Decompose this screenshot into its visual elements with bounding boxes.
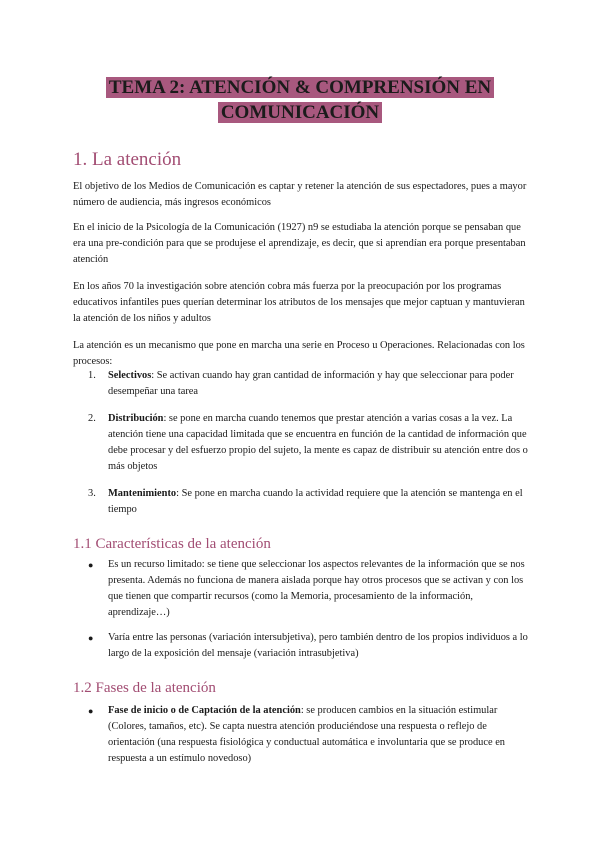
section-1-2-heading: 1.2 Fases de la atención	[73, 680, 216, 696]
document-title	[0, 75, 600, 125]
section-1-1-heading: 1.1 Características de la atención	[73, 536, 271, 552]
process-item-mantenimiento	[88, 486, 528, 518]
process-term: Distribución	[108, 413, 164, 424]
phase-term: Fase de inicio o de Captación de la atención	[108, 705, 301, 716]
paragraph-2: En el inicio de la Psicología de la Comunicación (1927) n9 se estudiaba la atención porque se pensaban que era una pre-condición para que se produjese el aprendizaje, es decir, que si aprendían era porque presentaban atención	[73, 222, 526, 265]
characteristic-item	[88, 557, 528, 621]
process-item-distribucion	[88, 411, 528, 475]
bullet-icon: ●	[88, 633, 94, 643]
process-term: Selectivos	[108, 370, 152, 381]
title-line-2: COMUNICACIÓN	[218, 102, 382, 123]
title-line-1: TEMA 2: ATENCIÓN & COMPRENSIÓN EN	[106, 77, 494, 98]
process-term: Mantenimiento	[108, 488, 177, 499]
process-text: : Se activan cuando hay gran cantidad de información y hay que seleccionar para poder desempeñar una tarea	[108, 370, 514, 397]
process-text: : Se pone en marcha cuando la actividad requiere que la atención se mantenga en el tiempo	[108, 488, 523, 515]
section-1-heading: 1. La atención	[73, 149, 182, 170]
paragraph-1: El objetivo de los Medios de Comunicación es captar y retener la atención de sus espectadores, pues a mayor número de audiencia, más ingresos económicos	[73, 181, 527, 208]
process-text: : se pone en marcha cuando tenemos que prestar atención a varias cosas a la vez. La atención tiene una capacidad limitada que se encuentra en función de la cantidad de información que debe procesar y del esfuerzo propio del sujeto, la mente es capaz de distribuir su atención entre dos o más objetos	[108, 413, 528, 472]
paragraph-4: La atención es un mecanismo que pone en marcha una serie en Proceso u Operaciones. Relacionadas con los procesos:	[73, 340, 525, 367]
list-number: 3.	[88, 488, 96, 499]
list-number: 2.	[88, 413, 96, 424]
characteristic-item	[88, 630, 528, 662]
list-number: 1.	[88, 370, 96, 381]
bullet-icon: ●	[88, 560, 94, 570]
bullet-icon: ●	[88, 706, 94, 716]
characteristic-text: Varía entre las personas (variación intersubjetiva), pero también dentro de los propios individuos a lo largo de la exposición del mensaje (variación intrasubjetiva)	[108, 632, 528, 659]
phase-text: : se producen cambios en la situación estimular (Colores, tamaños, etc). Se capta nuestra atención produciéndose una respuesta o reflejo de orientación (una respuesta fisiológica y conductual automática e involuntaria que se produce en respuesta a un estímulo novedoso)	[108, 705, 506, 764]
paragraph-3: En los años 70 la investigación sobre atención cobra más fuerza por la preocupación por los programas educativos infantiles pues querían determinar los atributos de los mensajes que mejor captuan y mantuvieran la atención de los niños y adultos	[73, 281, 525, 324]
process-item-selectivos	[88, 368, 528, 400]
phase-item	[88, 703, 528, 767]
characteristic-text: Es un recurso limitado: se tiene que seleccionar los aspectos relevantes de la información que se nos presenta. Además no funciona de manera aislada porque hay otros procesos que se activan y con los que tienen que compartir recursos (como la Memoria, procesamiento de la información, aprendizaje…)	[108, 559, 525, 618]
